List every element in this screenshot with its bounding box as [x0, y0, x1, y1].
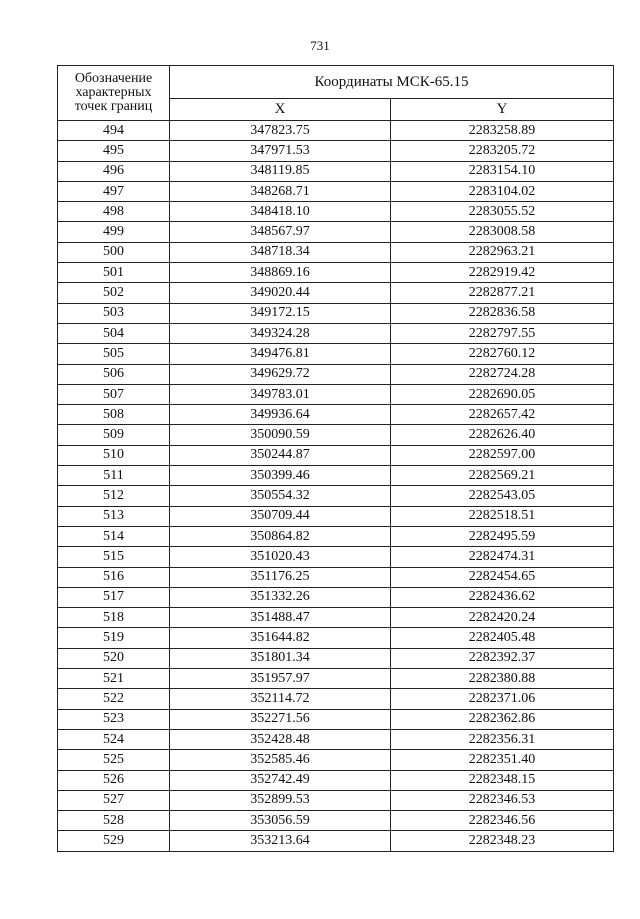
- point-id-cell: 500: [58, 242, 170, 262]
- y-coordinate-cell: 2282919.42: [391, 263, 614, 283]
- table-row: [58, 141, 614, 161]
- y-coordinate-cell: 2283154.10: [391, 161, 614, 181]
- table-row: [58, 506, 614, 526]
- y-coordinate-cell: 2283205.72: [391, 141, 614, 161]
- point-id-cell: 502: [58, 283, 170, 303]
- table-row: [58, 161, 614, 181]
- x-coordinate-cell: 351488.47: [170, 608, 391, 628]
- point-id-cell: 495: [58, 141, 170, 161]
- x-coordinate-cell: 352271.56: [170, 709, 391, 729]
- header-row-top: [58, 66, 614, 99]
- point-id-cell: 504: [58, 323, 170, 343]
- table-row: [58, 689, 614, 709]
- coordinates-table: [57, 65, 614, 852]
- x-coordinate-cell: 351176.25: [170, 567, 391, 587]
- point-id-cell: 496: [58, 161, 170, 181]
- coordinates-group-header: Координаты МСК-65.15: [170, 66, 614, 99]
- y-coordinate-cell: 2282371.06: [391, 689, 614, 709]
- point-id-cell: 521: [58, 669, 170, 689]
- table-row: [58, 628, 614, 648]
- x-coordinate-cell: 350090.59: [170, 425, 391, 445]
- table-row: [58, 121, 614, 141]
- point-id-cell: 510: [58, 445, 170, 465]
- x-coordinate-cell: 349629.72: [170, 364, 391, 384]
- table-row: [58, 445, 614, 465]
- point-id-cell: 520: [58, 648, 170, 668]
- x-coordinate-cell: 350244.87: [170, 445, 391, 465]
- table-row: [58, 567, 614, 587]
- table-row: [58, 709, 614, 729]
- point-id-cell: 528: [58, 811, 170, 831]
- table-row: [58, 263, 614, 283]
- point-id-cell: 515: [58, 547, 170, 567]
- y-coordinate-cell: 2282690.05: [391, 384, 614, 404]
- table-row: [58, 384, 614, 404]
- x-coordinate-cell: 348718.34: [170, 242, 391, 262]
- point-id-cell: 524: [58, 729, 170, 749]
- point-id-cell: 509: [58, 425, 170, 445]
- x-coordinate-cell: 353213.64: [170, 831, 391, 851]
- y-coordinate-cell: 2282351.40: [391, 750, 614, 770]
- table-row: [58, 587, 614, 607]
- x-coordinate-cell: 349020.44: [170, 283, 391, 303]
- y-coordinate-cell: 2282362.86: [391, 709, 614, 729]
- point-id-cell: 499: [58, 222, 170, 242]
- table-row: [58, 811, 614, 831]
- x-column-header: X: [170, 99, 391, 121]
- x-coordinate-cell: 352742.49: [170, 770, 391, 790]
- point-id-cell: 527: [58, 790, 170, 810]
- y-coordinate-cell: 2282543.05: [391, 486, 614, 506]
- x-coordinate-cell: 350864.82: [170, 526, 391, 546]
- table-row: [58, 283, 614, 303]
- table-row: [58, 364, 614, 384]
- point-id-cell: 501: [58, 263, 170, 283]
- y-coordinate-cell: 2282346.56: [391, 811, 614, 831]
- table-row: [58, 547, 614, 567]
- table-body: [58, 121, 614, 852]
- x-coordinate-cell: 352585.46: [170, 750, 391, 770]
- table-row: [58, 344, 614, 364]
- x-coordinate-cell: 349172.15: [170, 303, 391, 323]
- table-row: [58, 486, 614, 506]
- table-row: [58, 405, 614, 425]
- point-id-cell: 506: [58, 364, 170, 384]
- y-coordinate-cell: 2282569.21: [391, 466, 614, 486]
- point-id-cell: 523: [58, 709, 170, 729]
- y-coordinate-cell: 2282420.24: [391, 608, 614, 628]
- page-number: 731: [310, 38, 330, 53]
- point-id-cell: 522: [58, 689, 170, 709]
- y-column-header: Y: [391, 99, 614, 121]
- table-header: [58, 66, 614, 121]
- x-coordinate-cell: 347823.75: [170, 121, 391, 141]
- point-id-cell: 529: [58, 831, 170, 851]
- x-coordinate-cell: 350709.44: [170, 506, 391, 526]
- point-id-cell: 508: [58, 405, 170, 425]
- point-id-cell: 525: [58, 750, 170, 770]
- table-row: [58, 648, 614, 668]
- x-coordinate-cell: 349783.01: [170, 384, 391, 404]
- y-coordinate-cell: 2282626.40: [391, 425, 614, 445]
- y-coordinate-cell: 2282454.65: [391, 567, 614, 587]
- table-row: [58, 242, 614, 262]
- y-coordinate-cell: 2282436.62: [391, 587, 614, 607]
- y-coordinate-cell: 2283104.02: [391, 181, 614, 201]
- table-row: [58, 303, 614, 323]
- point-id-cell: 517: [58, 587, 170, 607]
- table-row: [58, 222, 614, 242]
- point-id-cell: 518: [58, 608, 170, 628]
- y-coordinate-cell: 2283258.89: [391, 121, 614, 141]
- y-coordinate-cell: 2282405.48: [391, 628, 614, 648]
- x-coordinate-cell: 348567.97: [170, 222, 391, 242]
- table-row: [58, 750, 614, 770]
- y-coordinate-cell: 2282657.42: [391, 405, 614, 425]
- point-id-cell: 497: [58, 181, 170, 201]
- table-row: [58, 770, 614, 790]
- point-id-cell: 505: [58, 344, 170, 364]
- x-coordinate-cell: 350554.32: [170, 486, 391, 506]
- table-row: [58, 608, 614, 628]
- table-row: [58, 831, 614, 851]
- y-coordinate-cell: 2282877.21: [391, 283, 614, 303]
- x-coordinate-cell: 351801.34: [170, 648, 391, 668]
- y-coordinate-cell: 2283055.52: [391, 202, 614, 222]
- x-coordinate-cell: 348119.85: [170, 161, 391, 181]
- x-coordinate-cell: 347971.53: [170, 141, 391, 161]
- point-id-cell: 503: [58, 303, 170, 323]
- point-id-cell: 498: [58, 202, 170, 222]
- y-coordinate-cell: 2282963.21: [391, 242, 614, 262]
- point-id-cell: 513: [58, 506, 170, 526]
- x-coordinate-cell: 351020.43: [170, 547, 391, 567]
- x-coordinate-cell: 351332.26: [170, 587, 391, 607]
- y-coordinate-cell: 2282380.88: [391, 669, 614, 689]
- x-coordinate-cell: 349324.28: [170, 323, 391, 343]
- y-coordinate-cell: 2282348.23: [391, 831, 614, 851]
- x-coordinate-cell: 352114.72: [170, 689, 391, 709]
- point-id-cell: 494: [58, 121, 170, 141]
- table-row: [58, 526, 614, 546]
- x-coordinate-cell: 351957.97: [170, 669, 391, 689]
- y-coordinate-cell: 2283008.58: [391, 222, 614, 242]
- point-id-cell: 511: [58, 466, 170, 486]
- x-coordinate-cell: 349476.81: [170, 344, 391, 364]
- y-coordinate-cell: 2282356.31: [391, 729, 614, 749]
- point-id-cell: 512: [58, 486, 170, 506]
- y-coordinate-cell: 2282474.31: [391, 547, 614, 567]
- x-coordinate-cell: 348418.10: [170, 202, 391, 222]
- y-coordinate-cell: 2282760.12: [391, 344, 614, 364]
- y-coordinate-cell: 2282518.51: [391, 506, 614, 526]
- table-row: [58, 729, 614, 749]
- point-id-cell: 519: [58, 628, 170, 648]
- x-coordinate-cell: 349936.64: [170, 405, 391, 425]
- table-row: [58, 202, 614, 222]
- y-coordinate-cell: 2282392.37: [391, 648, 614, 668]
- point-id-cell: 526: [58, 770, 170, 790]
- table-row: [58, 425, 614, 445]
- y-coordinate-cell: 2282797.55: [391, 323, 614, 343]
- x-coordinate-cell: 348869.16: [170, 263, 391, 283]
- y-coordinate-cell: 2282597.00: [391, 445, 614, 465]
- point-id-cell: 507: [58, 384, 170, 404]
- point-label-header: Обозначение характерных точек границ: [58, 66, 170, 121]
- x-coordinate-cell: 352428.48: [170, 729, 391, 749]
- x-coordinate-cell: 348268.71: [170, 181, 391, 201]
- table-row: [58, 790, 614, 810]
- table-row: [58, 466, 614, 486]
- y-coordinate-cell: 2282495.59: [391, 526, 614, 546]
- table-row: [58, 181, 614, 201]
- point-id-cell: 514: [58, 526, 170, 546]
- y-coordinate-cell: 2282346.53: [391, 790, 614, 810]
- y-coordinate-cell: 2282724.28: [391, 364, 614, 384]
- x-coordinate-cell: 351644.82: [170, 628, 391, 648]
- table-row: [58, 669, 614, 689]
- x-coordinate-cell: 350399.46: [170, 466, 391, 486]
- point-id-cell: 516: [58, 567, 170, 587]
- table-row: [58, 323, 614, 343]
- x-coordinate-cell: 352899.53: [170, 790, 391, 810]
- y-coordinate-cell: 2282836.58: [391, 303, 614, 323]
- y-coordinate-cell: 2282348.15: [391, 770, 614, 790]
- x-coordinate-cell: 353056.59: [170, 811, 391, 831]
